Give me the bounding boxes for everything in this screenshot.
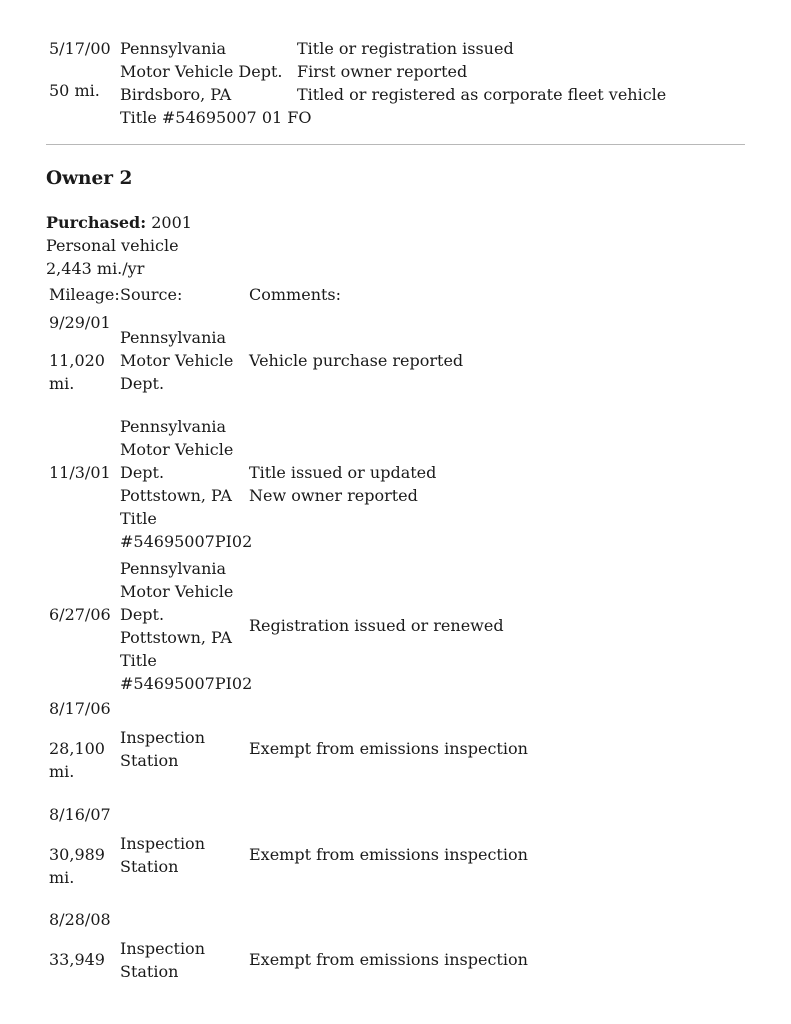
record-source: Pennsylvania Motor Vehicle Dept. Pottstown, PA Title #54695007PI02 bbox=[120, 417, 253, 551]
record-source: Pennsylvania Motor Vehicle Dept. Pottstown, PA Title #54695007PI02 bbox=[120, 559, 253, 693]
annual-mileage: 2,443 mi./yr bbox=[46, 259, 145, 278]
record-comments: Exempt from emissions inspection bbox=[249, 950, 528, 969]
record-comments: Registration issued or renewed bbox=[249, 616, 504, 635]
purchased-line bbox=[46, 211, 192, 234]
record-mileage: 33,949 bbox=[49, 950, 105, 969]
column-header-source: Source: bbox=[120, 285, 183, 304]
record-comments: Title or registration issued First owner reported Titled or registered as corporate fleet vehicle bbox=[297, 39, 667, 104]
record-mileage: 50 mi. bbox=[49, 81, 100, 100]
column-header-mileage: Mileage: bbox=[49, 285, 120, 304]
record-date: 8/28/08 bbox=[49, 910, 111, 929]
record-comments: Vehicle purchase reported bbox=[249, 351, 464, 370]
record-source: Inspection Station bbox=[120, 939, 205, 981]
column-header-comments: Comments: bbox=[249, 285, 342, 304]
vehicle-type: Personal vehicle bbox=[46, 236, 179, 255]
record-comments: Title issued or updated New owner reported bbox=[249, 463, 437, 505]
record-date: 5/17/00 bbox=[49, 39, 111, 58]
record-date: 11/3/01 bbox=[49, 463, 111, 482]
record-date: 9/29/01 bbox=[49, 313, 111, 332]
record-source: Pennsylvania Motor Vehicle Dept. Birdsboro, PA Title #54695007 01 FO bbox=[120, 39, 312, 127]
owner-heading: Owner 2 bbox=[46, 168, 133, 189]
purchased-label: Purchased: bbox=[46, 213, 147, 232]
record-comments: Exempt from emissions inspection bbox=[249, 739, 528, 758]
record-mileage: 28,100 mi. bbox=[49, 739, 105, 781]
record-date: 8/17/06 bbox=[49, 699, 111, 718]
record-date: 6/27/06 bbox=[49, 605, 111, 624]
record-mileage: 11,020 mi. bbox=[49, 351, 105, 393]
record-source: Inspection Station bbox=[120, 834, 205, 876]
record-date: 8/16/07 bbox=[49, 805, 111, 824]
record-mileage: 30,989 mi. bbox=[49, 845, 105, 887]
record-source: Inspection Station bbox=[120, 728, 205, 770]
record-comments: Exempt from emissions inspection bbox=[249, 845, 528, 864]
purchased-value: 2001 bbox=[146, 213, 192, 232]
record-source: Pennsylvania Motor Vehicle Dept. bbox=[120, 328, 234, 393]
section-divider bbox=[46, 144, 745, 145]
